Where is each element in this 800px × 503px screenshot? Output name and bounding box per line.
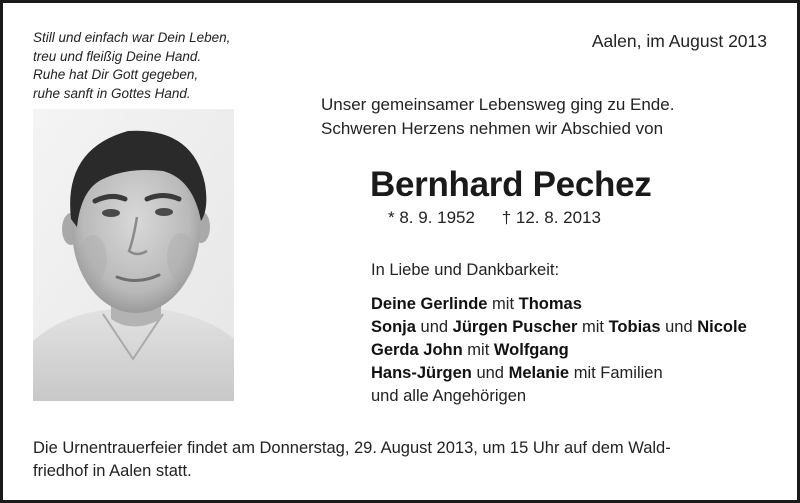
poem-line: Ruhe hat Dir Gott gegeben, xyxy=(33,67,199,82)
mourner-line xyxy=(371,316,747,339)
birth-date: * 8. 9. 1952 xyxy=(388,208,475,227)
poem-line: ruhe sanft in Gottes Hand. xyxy=(33,85,191,101)
funeral-notice xyxy=(33,437,778,483)
mourner-name: Jürgen Puscher xyxy=(452,318,578,336)
place-date: Aalen, im August 2013 xyxy=(591,31,767,51)
funeral-line: friedhof in Aalen statt. xyxy=(33,462,192,480)
mourners-list xyxy=(371,293,747,408)
mourner-line xyxy=(371,362,747,385)
connector: mit Familien xyxy=(573,364,663,382)
deceased-name: Bernhard Pechez xyxy=(370,165,652,204)
mourner-name: Nicole xyxy=(697,318,747,336)
connector: und xyxy=(476,364,504,382)
connector: mit xyxy=(492,295,515,313)
mourner-name: Wolfgang xyxy=(493,341,569,359)
connector: mit xyxy=(581,318,604,336)
mourner-line xyxy=(371,339,747,362)
mourner-line xyxy=(371,293,747,316)
mourner-name: Tobias xyxy=(608,318,661,336)
connector: und xyxy=(665,318,693,336)
mourner-name: Thomas xyxy=(518,295,582,313)
life-dates xyxy=(388,208,601,228)
connector: und xyxy=(420,318,449,336)
connector: mit xyxy=(467,341,490,359)
poem-line: treu und fleißig Deine Hand. xyxy=(33,48,202,64)
intro-text xyxy=(321,93,674,141)
death-date: † 12. 8. 2013 xyxy=(501,208,601,227)
mourner-line: und alle Angehörigen xyxy=(371,387,527,405)
mourner-name: Sonja xyxy=(371,318,416,336)
funeral-line: Die Urnentrauerfeier findet am Donnerstag, 29. August 2013, um 15 Uhr auf dem Wald- xyxy=(33,439,671,457)
mourner-name: Hans-Jürgen xyxy=(371,364,472,382)
portrait-illustration xyxy=(33,109,234,401)
mourner-name: Gerda John xyxy=(371,341,463,359)
mourner-name: Deine Gerlinde xyxy=(371,295,488,313)
intro-line: Unser gemeinsamer Lebensweg ging zu Ende. xyxy=(321,95,675,114)
portrait-photo xyxy=(33,109,234,401)
mourner-name: Melanie xyxy=(508,364,570,382)
thanks-line: In Liebe und Dankbarkeit: xyxy=(371,261,560,279)
intro-line: Schweren Herzens nehmen wir Abschied von xyxy=(321,119,664,138)
poem xyxy=(33,29,230,103)
poem-line: Still und einfach war Dein Leben, xyxy=(33,30,231,45)
